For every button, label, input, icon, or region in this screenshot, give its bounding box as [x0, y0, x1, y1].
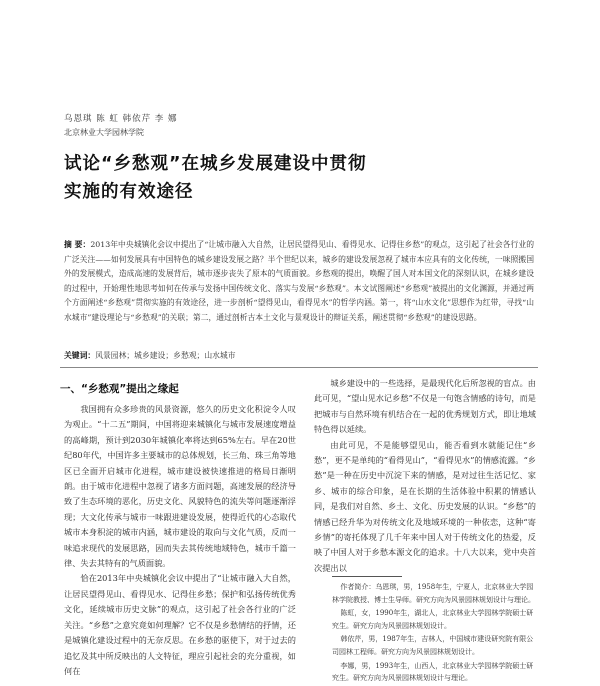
footnote: 作者简介：乌恩琪，男，1958年生，宁夏人，北京林业大学园林学院教授、博士生导师。研究方向为风景园林规划设计与理论。 — [332, 583, 535, 604]
abstract-label: 摘 要： — [64, 240, 91, 249]
footnote: 韩依芹，男，1987年生，吉林人，中国城市建设研究院有限公司园林工程师。研究方向为风景园林规划设计。 — [332, 635, 534, 656]
title-line-2: 实施的有效途径 — [64, 182, 194, 202]
body-paragraph: 城乡建设中的一些选择，是最现代化后所忽视的盲点。由此可见，“望山见水记乡愁”不仅是一句饱含情感的诗句，而是把城市与自然环境有机结合在一起的优秀规划方式，即让地域特色得以延续。 — [314, 378, 536, 435]
section-heading: 一、“乡愁观”提出之缘起 — [60, 383, 179, 395]
keywords-text: 风景园林；城乡建设；乡愁观；山水城市 — [95, 351, 236, 360]
body-paragraph: 恰在2013年中央城镇化会议中提出了“让城市融入大自然，让居民望得见山、看得见水、记得住乡愁；保护和弘扬传统优秀文化，延续城市历史文脉”的观点，这引起了社会各行业的广泛关注。“乡愁”之意究竟如何理解？它不仅是乡愁情结的抒情，还是城镇化建设过程中的无奈反思。在乡愁的驱使下，对于过去的追忆及其中所反映出的人文特征，理应引起社会的充分重视，如何在 — [64, 573, 296, 676]
body-paragraph: 我国拥有众多珍贵的风景资源，悠久的历史文化积淀令人叹为观止。“十二五”期间，中国将迎来城镇化与城市发展速度增益的高峰期，预计到2030年城镇化率将达到65%左右。早在20世纪80年代，中国许多主要城市的总体规划，长三角、珠三角等地区已全面开启城市化进程，城市建设被快速推进的格局日渐明朗。由于城市化进程中忽视了诸多方面问题，高速发展的经济导致了生态环境的恶化，历史文化、风貌特色的流失等问题逐渐浮现；大文化传承与城市一味跟进建设发展，使得近代的心态取代城市本身积淀的城市内涵，城市建设的取向与文化气质，反而一味追求现代的发展思路，因而失去其传统地域特色，城市千篇一律、失去其特有的气质面貌。 — [64, 404, 296, 569]
affiliation: 北京林业大学园林学院 — [64, 128, 144, 137]
section-divider — [60, 367, 538, 368]
keywords-label: 关键词： — [64, 351, 96, 360]
authors: 乌恩琪 陈 虹 韩依芹 李 娜 — [64, 114, 178, 124]
keywords — [64, 350, 534, 361]
footnote: 李娜，男，1993年生，山西人，北京林业大学园林学院硕士研究生。研究方向为风景园林规划设计与理论。 — [332, 661, 534, 683]
left-column — [64, 402, 296, 679]
body-paragraph: 由此可见，不是能够望见山，能否看到水就能记住“乡愁”，更不是单纯的“看得见山”，“看得见水”的情感流露。“乡愁”是一种在历史中沉淀下来的情感，是对过往生活记忆、家乡、城市的综合印象，是在长期的生活体验中积累的情感认同，是我们对自然、乡土、文化、历史发展的认识。“乡愁”的情感已经升华为对传统文化及地域环境的一种依恋，这种“寄乡情”的寄托体现了几千年来中国人对于传统文化的热爱，反映了中国人对于乡愁本源文化的追求。十八大以来，党中央首次提出以 — [314, 439, 536, 573]
footnotes — [332, 581, 536, 686]
abstract-text: 2013年中央城镇化会议中提出了“让城市融入大自然，让居民望得见山、看得见水、记得住乡愁”的观点，这引起了社会各行业的广泛关注——如何发展具有中国特色的城乡建设发展之路？半个世纪以来，城乡的建设发展忽视了城市本应具有的文化传统，一味照搬国外的发展模式，造成高速的发展背后，城市逐步丧失了原本的气质面貌。乡愁观的提出，唤醒了国人对本国文化的深刻认识，在城乡建设的过程中，开始理性地思考如何在传承与发扬中国传统文化、落实与发展“乡愁观”。本文试图阐述“乡愁观”被提出的文化渊源，并通过两个方面阐述“乡愁观”贯彻实施的有效途径，进一步剖析“望得见山，看得见水”的哲学内涵。第一，将“山水文化”思想作为红带，寻找“山水城市”建设理论与“乡愁观”的关联；第二，通过剖析古本土文化与景观设计的辩证关系，阐述贯彻“乡愁观”的建设思路。 — [64, 240, 535, 322]
paper-title — [64, 150, 524, 206]
title-line-1: 试论“乡愁观”在城乡发展建设中贯彻 — [64, 154, 367, 174]
footnote: 陈虹，女，1990年生，湖北人，北京林业大学园林学院硕士研究生。研究方向为风景园林规划设计。 — [332, 609, 534, 630]
footnote-separator — [332, 576, 402, 577]
right-column — [314, 376, 536, 576]
abstract — [64, 238, 534, 326]
